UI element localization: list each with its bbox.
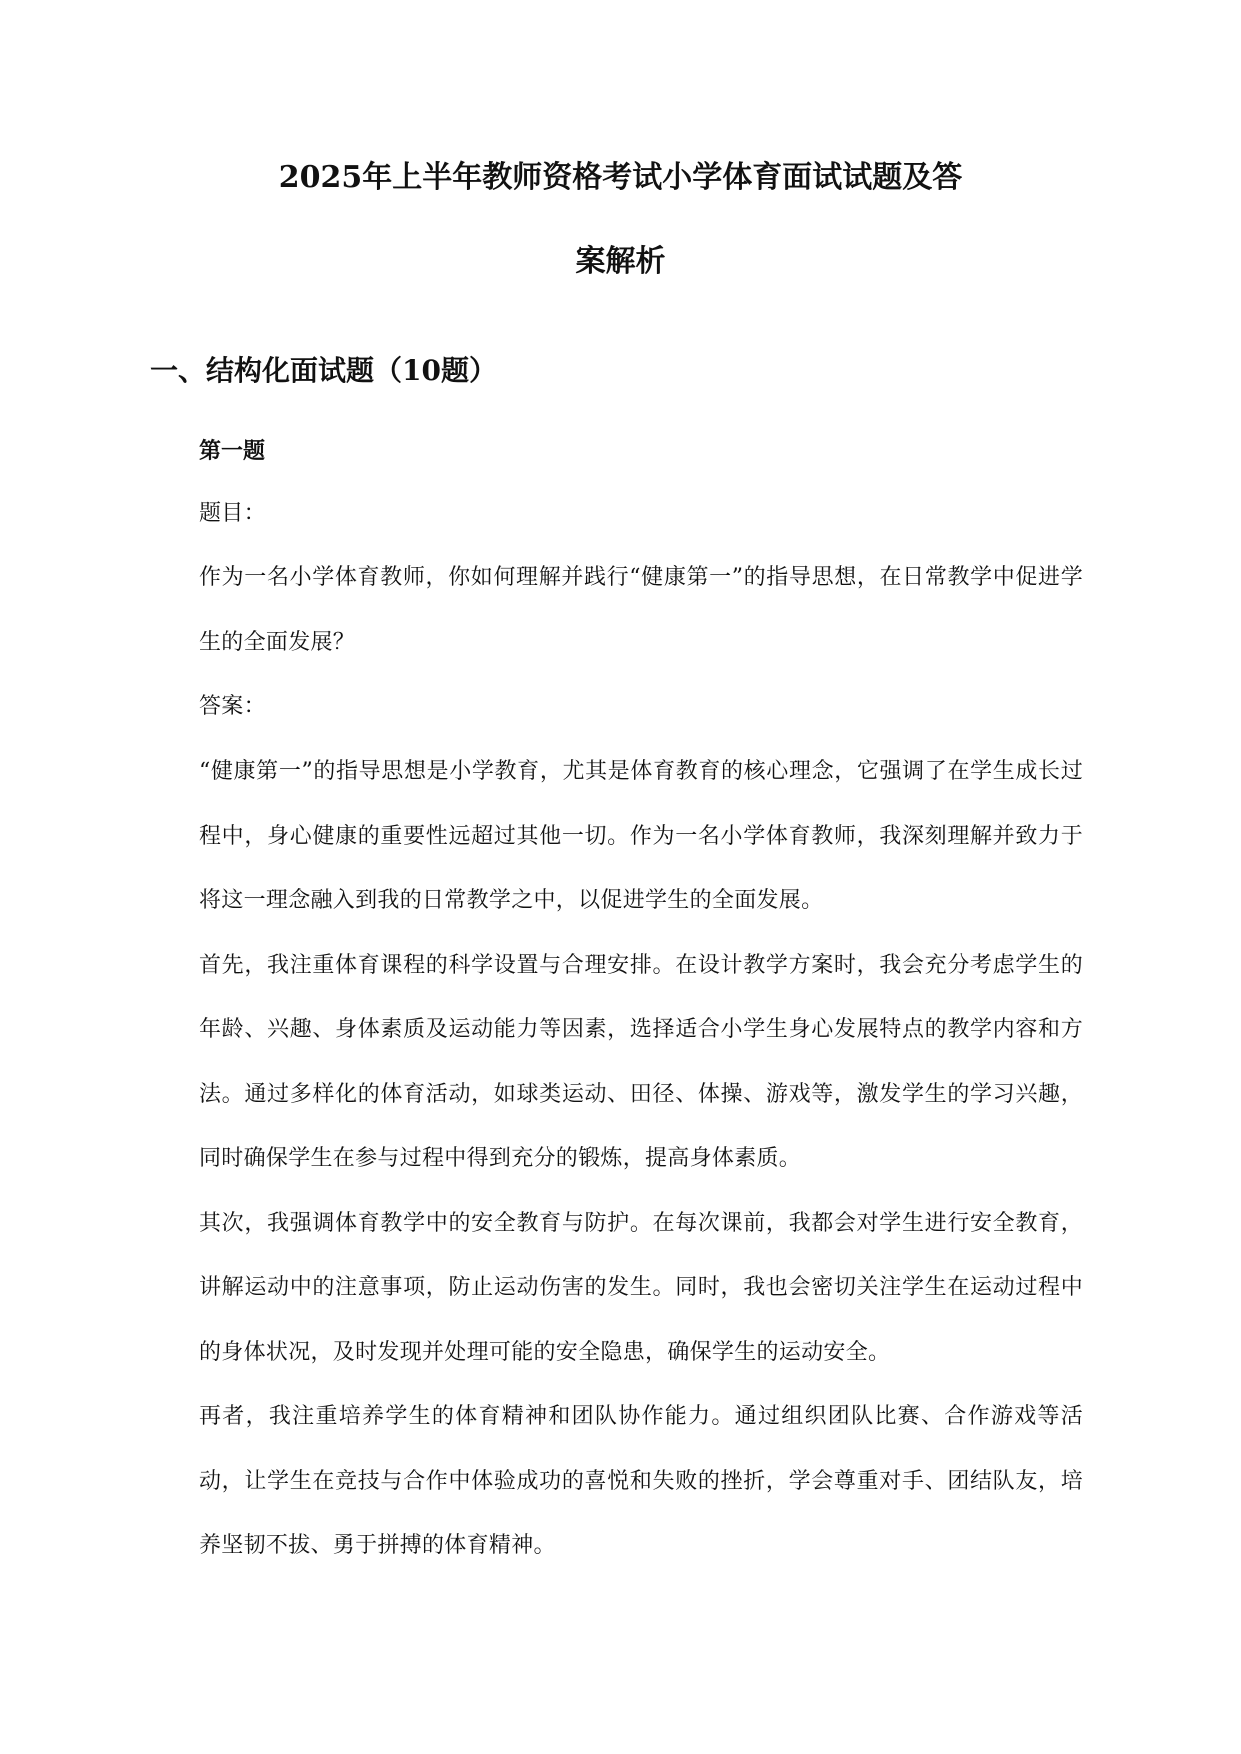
question-heading: 第一题 — [199, 438, 266, 464]
answer-label: 答案： — [199, 694, 266, 719]
answer-paragraph: 首先，我注重体育课程的科学设置与合理安排。在设计教学方案时，我会充分考虑学生的年龄、兴趣、身体素质及运动能力等因素，选择适合小学生身心发展特点的教学内容和方法。通过多样化的体育活动，如球类运动、田径、体操、游戏等，激发学生的学习兴趣，同时确保学生在参与过程中得到充分的锻炼，提高身体素质。 — [199, 952, 1083, 1171]
answer-body — [199, 740, 1083, 1579]
answer-paragraph: “健康第一”的指导思想是小学教育，尤其是体育教育的核心理念，它强调了在学生成长过程中，身心健康的重要性远超过其他一切。作为一名小学体育教师，我深刻理解并致力于将这一理念融入到我的日常教学之中，以促进学生的全面发展。 — [199, 759, 1083, 913]
answer-paragraph: 再者，我注重培养学生的体育精神和团队协作能力。通过组织团队比赛、合作游戏等活动，让学生在竞技与合作中体验成功的喜悦和失败的挫折，学会尊重对手、团结队友，培养坚韧不拔、勇于拼搏的体育精神。 — [199, 1404, 1083, 1558]
document-title-line-1: 2025年上半年教师资格考试小学体育面试试题及答 — [278, 160, 963, 195]
question-text: 作为一名小学体育教师，你如何理解并践行“健康第一”的指导思想，在日常教学中促进学生的全面发展？ — [199, 565, 1083, 655]
document-title-line-2: 案解析 — [575, 244, 666, 279]
section-heading: 一、结构化面试题（10题） — [150, 354, 497, 387]
answer-paragraph: 其次，我强调体育教学中的安全教育与防护。在每次课前，我都会对学生进行安全教育，讲解运动中的注意事项，防止运动伤害的发生。同时，我也会密切关注学生在运动过程中的身体状况，及时发现并处理可能的安全隐患，确保学生的运动安全。 — [199, 1210, 1083, 1365]
topic-label: 题目： — [199, 501, 266, 526]
